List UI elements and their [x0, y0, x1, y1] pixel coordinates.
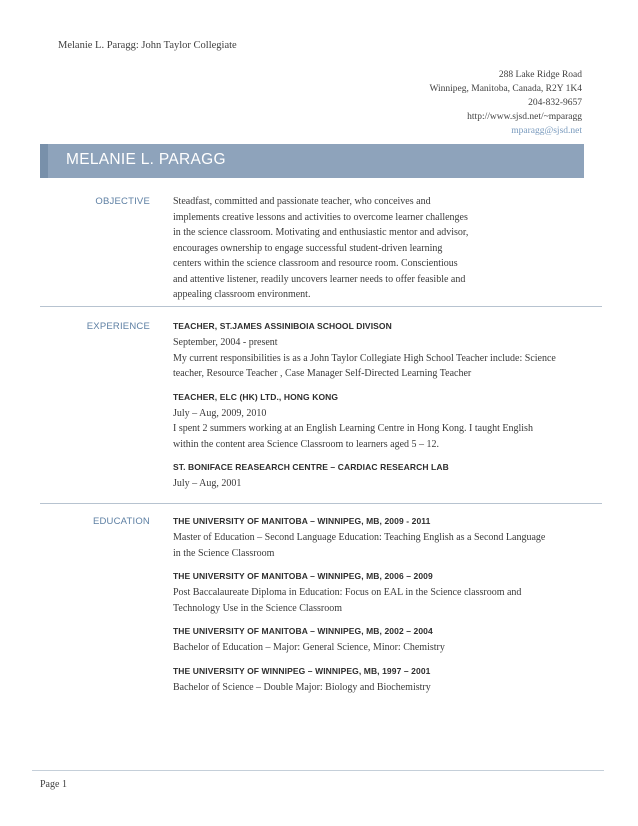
education-entry: [173, 515, 593, 561]
email-link[interactable]: mparagg@sjsd.net: [511, 126, 582, 136]
entry-title: TEACHER, ST.JAMES ASSINIBOIA SCHOOL DIVISON: [173, 321, 392, 331]
entry-line: My current responsibilities is as a John Taylor Collegiate High School Teacher include: Science: [173, 352, 556, 364]
footer-divider: [32, 770, 604, 771]
entry-line: July – Aug, 2009, 2010: [173, 407, 267, 419]
entry-line: July – Aug, 2001: [173, 478, 242, 489]
entry-title: THE UNIVERSITY OF MANITOBA – WINNIPEG, MB, 2002 – 2004: [173, 626, 433, 636]
phone-number: 204-832-9657: [528, 98, 582, 108]
entry-line: I spent 2 summers working at an English Learning Centre in Hong Kong. I taught English: [173, 423, 533, 434]
entry-line: in the Science Classroom: [173, 547, 275, 559]
experience-label: EXPERIENCE: [86, 321, 150, 332]
objective-line: in the science classroom. Motivating and enthusiastic mentor and advisor,: [173, 227, 469, 238]
objective-line: implements creative lessons and activities to overcome learner challenges: [173, 211, 468, 223]
entry-line: Technology Use in the Science Classroom: [173, 602, 342, 614]
experience-entry: [173, 320, 593, 382]
objective-label: OBJECTIVE: [95, 196, 150, 207]
entry-title: TEACHER, ELC (HK) LTD., HONG KONG: [173, 391, 339, 402]
experience-entry: [173, 461, 593, 492]
address-line-2: Winnipeg, Manitoba, Canada, R2Y 1K4: [429, 84, 582, 94]
section-divider: [40, 503, 602, 504]
section-divider: [40, 306, 602, 307]
entry-line: September, 2004 - present: [173, 337, 278, 348]
objective-line: Steadfast, committed and passionate teacher, who conceives and: [173, 196, 431, 207]
page-number: Page 1: [40, 779, 67, 790]
education-entry: [173, 570, 593, 616]
entry-title: THE UNIVERSITY OF MANITOBA – WINNIPEG, MB, 2006 – 2009: [173, 571, 433, 581]
education-label: EDUCATION: [92, 516, 150, 527]
contact-block: [282, 68, 582, 138]
entry-line: Master of Education – Second Language Education: Teaching English as a Second Language: [173, 532, 546, 543]
objective-line: encourages ownership to engage successful student-driven learning: [173, 242, 443, 254]
name-banner: [40, 144, 584, 178]
entry-line: Post Baccalaureate Diploma in Education: Focus on EAL in the Science classroom and: [173, 587, 522, 598]
entry-title: THE UNIVERSITY OF MANITOBA – WINNIPEG, MB, 2009 - 2011: [173, 516, 431, 526]
candidate-name: MELANIE L. PARAGG: [66, 151, 226, 168]
education-entry: [173, 665, 593, 696]
address-line-1: 288 Lake Ridge Road: [498, 70, 582, 80]
entry-line: teacher, Resource Teacher , Case Manager Self-Directed Learning Teacher: [173, 368, 472, 379]
objective-line: appealing classroom environment.: [173, 289, 311, 300]
entry-title: THE UNIVERSITY OF WINNIPEG – WINNIPEG, MB, 1997 – 2001: [173, 665, 431, 676]
entry-title: ST. BONIFACE REASEARCH CENTRE – CARDIAC RESEARCH LAB: [173, 462, 449, 472]
running-header: Melanie L. Paragg: John Taylor Collegiate: [58, 40, 237, 51]
experience-entry: [173, 391, 593, 453]
objective-line: and attentive listener, readily uncovers learner needs to offer feasible and: [173, 273, 466, 285]
website-link[interactable]: http://www.sjsd.net/~mparagg: [467, 112, 582, 122]
objective-line: centers within the science classroom and resource room. Conscientious: [173, 258, 458, 269]
entry-line: within the content area Science Classroom to learners aged 5 – 12.: [173, 438, 440, 450]
entry-line: Bachelor of Education – Major: General Science, Minor: Chemistry: [173, 642, 445, 653]
entry-line: Bachelor of Science – Double Major: Biology and Biochemistry: [173, 681, 431, 693]
education-entry: [173, 625, 593, 656]
